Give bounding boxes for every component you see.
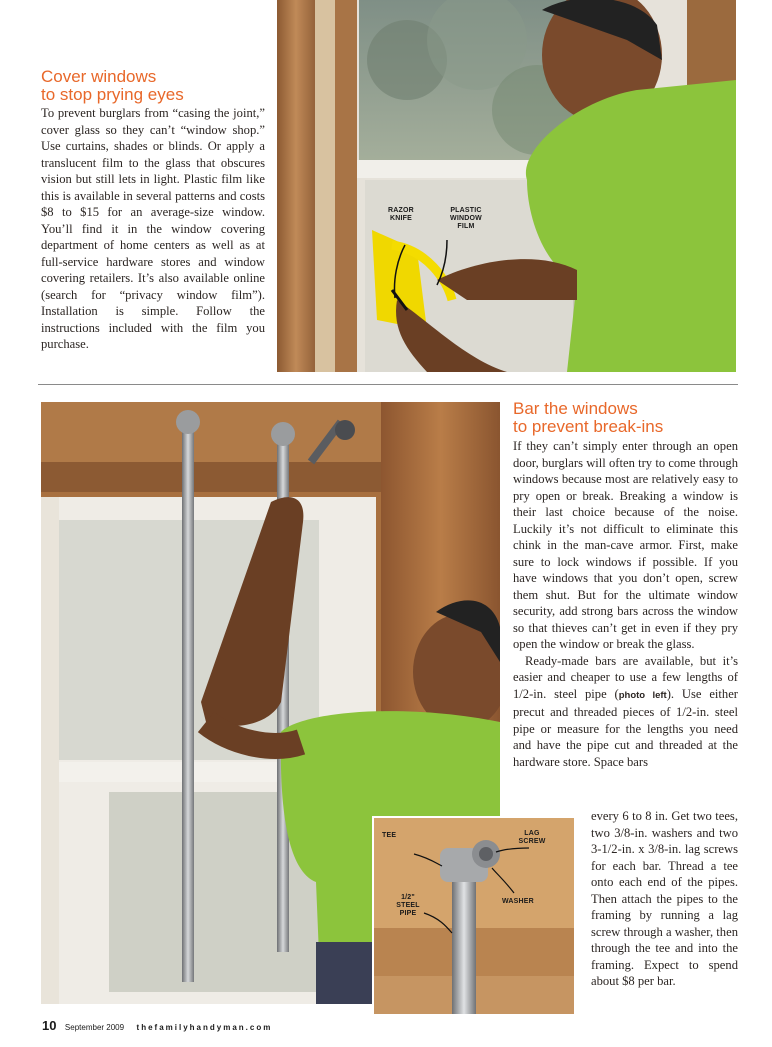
section2-para2-b: ). Use either precut and threaded pieces of 1/2-in. steel pipe or measure for the lengths you need and have the pipe cut and threaded at the hardware store. Space bars bbox=[513, 686, 738, 769]
section1-heading bbox=[41, 68, 265, 104]
section1-body: To prevent burglars from “casing the joint,” cover glass so they can’t “window shop.” Use curtains, shades or blinds. Or apply a translucent film to the glass that obscures vision but still lets in light. Plastic film like this is available in several patterns and costs $8 to $15 for an average-size window. You’ll find it in the window covering department of home centers as well as at full-service hardware stores and window covering retailers. It’s also available online (search for “privacy window film”). Installation is simple. Follow the instructions included with the film you purchase. bbox=[41, 106, 265, 351]
callout-lag-screw-line2: SCREW bbox=[518, 838, 546, 845]
website: thefamilyhandyman.com bbox=[136, 1023, 273, 1032]
section2-heading bbox=[513, 400, 738, 436]
section-bar-windows bbox=[513, 400, 738, 770]
photo-reference: photo left bbox=[618, 689, 667, 701]
issue-date: September 2009 bbox=[64, 1023, 125, 1032]
page-footer bbox=[42, 1017, 442, 1033]
window-film-illustration bbox=[277, 0, 736, 372]
callout-washer: WASHER bbox=[502, 898, 534, 905]
callout-steel-pipe-line1: 1/2" bbox=[401, 894, 415, 901]
section2-body bbox=[513, 438, 738, 770]
section1-heading-line1: Cover windows bbox=[41, 67, 157, 86]
section2-heading-line2: to prevent break-ins bbox=[513, 417, 664, 436]
callout-steel-pipe-line2: STEEL bbox=[396, 902, 420, 909]
callout-lag-screw-line1: LAG bbox=[524, 830, 540, 837]
section2-heading-line1: Bar the windows bbox=[513, 399, 638, 418]
section2-para2 bbox=[513, 653, 738, 771]
callout-plastic-film bbox=[441, 207, 491, 231]
callout-razor-knife-line2: KNIFE bbox=[390, 215, 412, 222]
callout-lag-screw bbox=[512, 830, 552, 846]
callout-plastic-film-line3: FILM bbox=[457, 223, 475, 230]
page-number: 10 bbox=[42, 1018, 57, 1033]
section-divider bbox=[38, 384, 738, 385]
inset-photo-pipe-fitting bbox=[372, 816, 576, 1016]
callout-razor-knife bbox=[381, 207, 421, 223]
section2-para1: If they can’t simply enter through an open door, burglars will often try to come through windows because most are relatively easy to pry open or break. Breaking a window is their last choice because of the noise. Luckily it’s not difficult to eliminate this chink in the man-cave armor. First, make sure to lock windows if possible. If you have windows that you don’t open, screw them shut. But for the ultimate window security, add strong bars across the window so that thieves can’t get in even if they pry open the window or break the glass. bbox=[513, 439, 738, 651]
section-cover-windows bbox=[41, 68, 265, 353]
photo-window-film bbox=[277, 0, 736, 372]
callout-steel-pipe bbox=[388, 894, 428, 918]
callout-tee: TEE bbox=[382, 832, 397, 839]
callout-plastic-film-line1: PLASTIC bbox=[450, 207, 482, 214]
section1-heading-line2: to stop prying eyes bbox=[41, 85, 184, 104]
callout-razor-knife-line1: RAZOR bbox=[388, 207, 414, 214]
callout-plastic-film-line2: WINDOW bbox=[450, 215, 482, 222]
section2-body-continued: every 6 to 8 in. Get two tees, two 3/8-in. washers and two 3-1/2-in. x 3/8-in. lag screws for each bar. Thread a tee onto each end of the pipes. Then attach the pipes to the framing by running a lag screw through a washer, then through the tee and into the framing. Expect to spend about $8 per bar. bbox=[591, 809, 738, 988]
section2-para2-a: Ready-made bars are available, but it’s easier and cheaper to use a few lengths of 1/2-in. steel pipe ( bbox=[513, 653, 738, 701]
callout-steel-pipe-line3: PIPE bbox=[399, 910, 417, 917]
